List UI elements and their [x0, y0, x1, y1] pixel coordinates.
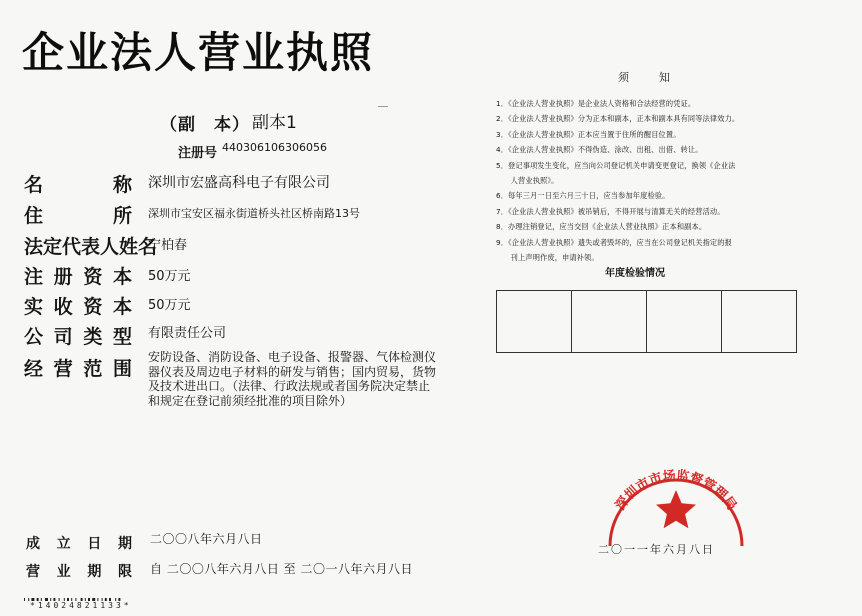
label-char: 册: [53, 266, 73, 288]
label-char: 营: [26, 564, 40, 580]
label-char: 收: [53, 296, 73, 318]
business-term-value: 自 二〇〇八年六月八日 至 二〇一八年六月八日: [150, 562, 413, 576]
label-char: 实: [24, 296, 44, 318]
label-char: 住: [24, 205, 44, 227]
license-title: 企业法人营业执照: [22, 28, 375, 77]
label-char: 资: [83, 296, 103, 318]
barcode-bar: [24, 598, 25, 601]
copy-number: 副本1: [252, 113, 297, 133]
inspection-cell: [571, 291, 646, 352]
label-char: 期: [87, 564, 102, 580]
label-char: 围: [112, 358, 132, 380]
registered-capital-value: 50万元: [148, 269, 191, 284]
label-char: 范: [83, 358, 103, 380]
representative-name: 宁柏春: [148, 238, 188, 253]
label-char: 限: [117, 564, 132, 580]
notice-item: 4．《企业法人营业执照》不得伪造、涂改、出租、出借、转让。: [496, 145, 703, 155]
inspection-grid: [496, 290, 797, 353]
barcode: [22, 598, 182, 616]
notice-item: 7．《企业法人营业执照》被吊销后，不得开展与清算无关的经营活动。: [496, 206, 725, 216]
label-char: 型: [112, 326, 132, 348]
label-char: 本: [112, 266, 132, 288]
business-scope-value: 安防设备、消防设备、电子设备、报警器、气体检测仪器仪表及周边电子材料的研发与销售；国内贸易，货物及技术进出口。（法律、行政法规或者国务院决定禁止和规定在登记前须经批准的项目除外）: [148, 350, 437, 408]
notice-item: 2．《企业法人营业执照》分为正本和副本，正本和副本具有同等法律效力。: [496, 114, 740, 124]
barcode-number: *14024821133*: [30, 601, 132, 610]
notice-item: 8．办理注销登记，应当交回《企业法人营业执照》正本和副本。: [496, 222, 707, 232]
fold-mark: [378, 106, 388, 107]
notice-item: 3．《企业法人营业执照》正本应当置于住所的醒目位置。: [496, 129, 681, 139]
label-char: 类: [83, 326, 103, 348]
notice-title: 须知: [618, 71, 700, 84]
name-label: [24, 170, 132, 197]
label-char: 注: [24, 266, 44, 288]
label-char: 期: [117, 536, 132, 552]
inspection-title: 年度检验情况: [605, 268, 665, 279]
label-char: 司: [53, 326, 73, 348]
inspection-cell: [721, 291, 796, 352]
copy-label: （副 本）: [160, 115, 250, 135]
notice-item: 9．《企业法人营业执照》遗失或者毁坏的，应当在公司登记机关指定的报: [496, 237, 732, 247]
address-label: [24, 201, 132, 228]
inspection-cell: [646, 291, 721, 352]
label-char: 业: [56, 564, 71, 580]
registration-label: 注册号: [178, 146, 218, 161]
issue-date: 二〇一一年六月八日: [598, 543, 715, 556]
inspection-cell: [497, 291, 571, 352]
established-date-value: 二〇〇八年六月八日: [150, 532, 263, 546]
company-name: 深圳市宏盛高科电子有限公司: [148, 175, 330, 191]
notice-item: 刊上声明作废，申请补领。: [496, 253, 599, 263]
notice-item: 6．每年三月一日至六月三十日，应当参加年度检验。: [496, 191, 670, 201]
business-term-label: [26, 561, 132, 581]
established-date-label: [26, 533, 132, 553]
notice-item: 5．登记事项发生变化，应当向公司登记机关申请变更登记，换领《企业法: [496, 160, 736, 170]
notice-item: 1．《企业法人营业执照》是企业法人资格和合法经营的凭证。: [496, 99, 696, 108]
notice-item: 人营业执照》。: [496, 176, 559, 186]
label-char: 成: [26, 536, 40, 552]
label-char: 经: [24, 358, 44, 380]
business-scope-label: [24, 354, 132, 381]
paid-capital-label: [24, 292, 132, 319]
company-address: 深圳市宝安区福永街道桥头社区桥南路13号: [148, 207, 360, 220]
company-type-value: 有限责任公司: [148, 326, 227, 341]
paid-capital-value: 50万元: [148, 298, 191, 313]
notice-list: [496, 96, 824, 265]
label-char: 本: [112, 296, 132, 318]
star-icon: [656, 490, 696, 528]
label-char: 称: [112, 174, 132, 196]
seal-text: 深圳市市场监督管理局: [612, 468, 740, 514]
company-type-label: [24, 322, 132, 349]
label-char: 名: [24, 174, 44, 196]
registered-capital-label: [24, 262, 132, 289]
representative-label: 法定代表人姓名: [24, 236, 158, 258]
registration-number: 440306106306056: [222, 141, 327, 154]
label-char: 资: [83, 266, 103, 288]
label-char: 营: [53, 358, 73, 380]
label-char: 日: [87, 536, 102, 552]
label-char: 公: [24, 326, 44, 348]
label-char: 立: [56, 536, 71, 552]
label-char: 所: [112, 205, 132, 227]
